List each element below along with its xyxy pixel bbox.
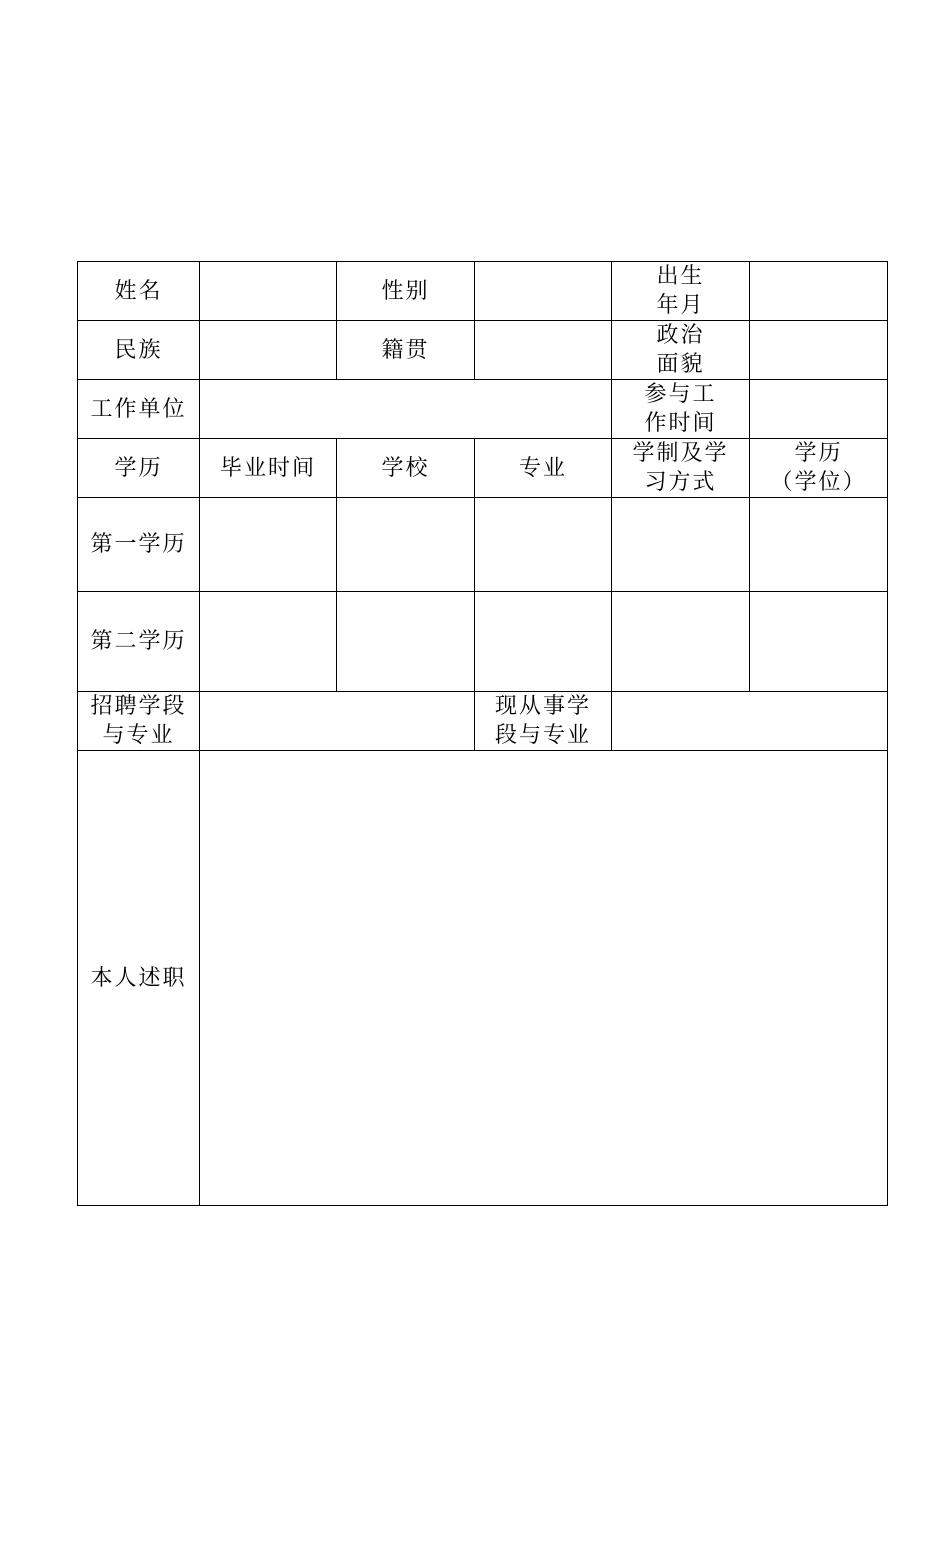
second-education-label: 第二学历 [90,629,187,654]
study-mode-header: 学制及学 习方式 [632,441,729,495]
political-label: 政治 面貌 [656,323,705,377]
second-graduation-time-cell[interactable] [200,592,337,692]
second-degree-cell[interactable] [750,592,888,692]
degree-header-cell [750,439,888,498]
second-education-row [78,592,888,692]
major-header: 专业 [518,455,567,481]
current-label-cell [475,692,612,751]
gender-label-cell [337,262,475,321]
school-header: 学校 [381,455,430,481]
row-basic-1 [78,262,888,321]
work-unit-label: 工作单位 [90,396,187,422]
major-header-cell [475,439,612,498]
birth-label: 出生 年月 [656,264,705,318]
row-work [78,380,888,439]
education-header: 学历 [114,455,163,481]
study-mode-header-cell [612,439,750,498]
graduation-time-header-cell [200,439,337,498]
education-header-row [78,439,888,498]
current-value-cell[interactable] [612,692,888,751]
personal-info-form [77,261,888,1206]
name-label: 姓名 [114,278,163,304]
first-education-label: 第一学历 [90,532,187,557]
name-value-cell[interactable] [200,262,337,321]
work-start-value-cell[interactable] [750,380,888,439]
gender-value-cell[interactable] [475,262,612,321]
first-school-cell[interactable] [337,498,475,592]
first-education-label-cell [78,498,200,592]
native-place-label: 籍贯 [381,337,430,363]
work-unit-value-cell[interactable] [200,380,612,439]
graduation-time-header: 毕业时间 [219,455,316,481]
gender-label: 性别 [381,278,430,304]
birth-label-cell [612,262,750,321]
statement-value-cell[interactable] [200,751,888,1206]
first-major-cell[interactable] [475,498,612,592]
name-label-cell [78,262,200,321]
row-basic-2 [78,321,888,380]
second-study-mode-cell[interactable] [612,592,750,692]
second-major-cell[interactable] [475,592,612,692]
degree-header: 学历 （学位） [770,441,867,495]
ethnicity-value-cell[interactable] [200,321,337,380]
education-header-cell [78,439,200,498]
work-start-label-cell [612,380,750,439]
birth-value-cell[interactable] [750,262,888,321]
native-place-label-cell [337,321,475,380]
first-education-row [78,498,888,592]
statement-label: 本人述职 [90,965,187,991]
first-study-mode-cell[interactable] [612,498,750,592]
position-row [78,692,888,751]
recruit-label-cell [78,692,200,751]
second-school-cell[interactable] [337,592,475,692]
work-unit-label-cell [78,380,200,439]
statement-row [78,751,888,1206]
native-place-value-cell[interactable] [475,321,612,380]
political-value-cell[interactable] [750,321,888,380]
recruit-label: 招聘学段 与专业 [90,694,187,748]
first-degree-cell[interactable] [750,498,888,592]
second-education-label-cell [78,592,200,692]
recruit-value-cell[interactable] [200,692,475,751]
work-start-label: 参与工 作时间 [644,382,717,436]
political-label-cell [612,321,750,380]
statement-label-cell [78,751,200,1206]
school-header-cell [337,439,475,498]
first-graduation-time-cell[interactable] [200,498,337,592]
ethnicity-label-cell [78,321,200,380]
ethnicity-label: 民族 [114,337,163,363]
current-label: 现从事学 段与专业 [494,694,591,748]
